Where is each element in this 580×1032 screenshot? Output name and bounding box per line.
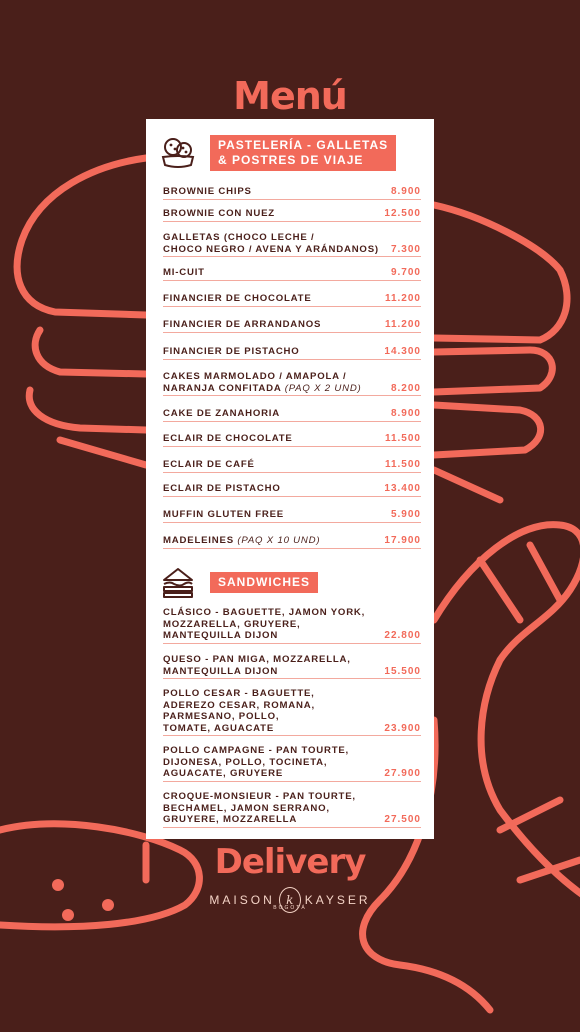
- item-price: 22.800: [384, 630, 421, 641]
- item-name: BROWNIE CON NUEZ: [163, 208, 275, 219]
- menu-item: [163, 371, 421, 396]
- section-label: PASTELERÍA - GALLETAS & POSTRES DE VIAJE: [210, 135, 396, 171]
- item-price: 13.400: [384, 483, 421, 494]
- delivery-heading: Delivery: [214, 842, 366, 882]
- item-name: CROQUE-MONSIEUR - PAN TOURTE, BECHAMEL, JAMON SERRANO, GRUYERE, MOZZARELLA: [163, 791, 356, 825]
- section-label: SANDWICHES: [210, 572, 318, 593]
- menu-item: [163, 654, 421, 679]
- item-price: 8.900: [390, 186, 421, 197]
- section-header-sandwiches: [160, 564, 318, 600]
- menu-item: [163, 509, 421, 523]
- item-name: CAKES MARMOLADO / AMAPOLA / NARANJA CONFITADA (PAQ X 2 UND): [163, 371, 362, 394]
- item-price: 27.900: [384, 768, 421, 779]
- menu-item: [163, 293, 421, 307]
- item-price: 15.500: [384, 665, 421, 677]
- item-price: 23.900: [384, 722, 421, 734]
- item-name: POLLO CESAR - BAGUETTE, ADEREZO CESAR, ROMANA, PARMESANO, POLLO, TOMATE, AGUACATE: [163, 688, 315, 734]
- item-name: ECLAIR DE PISTACHO: [163, 483, 281, 494]
- item-note: (PAQ X 10 UND): [237, 535, 321, 546]
- brand-mark: k: [279, 887, 301, 913]
- item-price: 11.500: [384, 459, 421, 470]
- item-note: (PAQ X 2 UND): [284, 382, 362, 394]
- brand-name-right: KAYSER: [304, 893, 371, 907]
- menu-item: [163, 688, 421, 736]
- sandwich-icon: [160, 564, 196, 600]
- brand-name-left: MAISON: [209, 893, 275, 907]
- menu-item: [163, 232, 421, 257]
- item-price: 7.300: [390, 243, 421, 255]
- menu-card: [146, 119, 434, 839]
- brand-city: BOGOTÁ: [273, 905, 307, 911]
- menu-item: [163, 745, 421, 782]
- menu-item: [163, 791, 421, 828]
- menu-item: [163, 408, 421, 422]
- menu-item: [163, 319, 421, 333]
- item-name: FINANCIER DE ARRANDANOS: [163, 319, 322, 330]
- item-price: 12.500: [384, 208, 421, 219]
- menu-item: [163, 208, 421, 222]
- section-header-pasteleria: [160, 135, 396, 171]
- item-name: MADELEINES (PAQ X 10 UND): [163, 535, 321, 546]
- item-price: 9.700: [390, 267, 421, 278]
- menu-item: [163, 535, 421, 549]
- menu-item: [163, 459, 421, 473]
- item-name: CLÁSICO - BAGUETTE, JAMON YORK, MOZZARELLA, GRUYERE, MANTEQUILLA DIJON: [163, 607, 366, 641]
- item-price: 14.300: [384, 346, 421, 357]
- item-price: 8.200: [390, 382, 421, 394]
- item-name: POLLO CAMPAGNE - PAN TOURTE, DIJONESA, POLLO, TOCINETA, AGUACATE, GRUYERE: [163, 745, 350, 779]
- item-name: GALLETAS (CHOCO LECHE / CHOCO NEGRO / AVENA Y ARÁNDANOS): [163, 232, 379, 255]
- item-name: FINANCIER DE CHOCOLATE: [163, 293, 312, 304]
- item-price: 27.500: [384, 814, 421, 825]
- item-name: FINANCIER DE PISTACHO: [163, 346, 300, 357]
- menu-item: [163, 267, 421, 281]
- item-price: 8.900: [390, 408, 421, 419]
- item-name: ECLAIR DE CHOCOLATE: [163, 433, 293, 444]
- item-name: QUESO - PAN MIGA, MOZZARELLA, MANTEQUILLA DIJON: [163, 654, 351, 677]
- menu-item: [163, 607, 421, 644]
- item-name: MI-CUIT: [163, 267, 205, 278]
- menu-item: [163, 186, 421, 200]
- menu-title: Menú: [233, 74, 347, 118]
- item-price: 5.900: [390, 509, 421, 520]
- cookie-jar-icon: [160, 135, 196, 171]
- item-price: 17.900: [384, 535, 421, 546]
- item-name: CAKE DE ZANAHORIA: [163, 408, 280, 419]
- item-price: 11.500: [384, 433, 421, 444]
- item-name: MUFFIN GLUTEN FREE: [163, 509, 284, 520]
- item-price: 11.200: [384, 293, 421, 304]
- menu-item: [163, 483, 421, 497]
- menu-item: [163, 346, 421, 360]
- menu-item: [163, 433, 421, 447]
- item-price: 11.200: [384, 319, 421, 330]
- item-name: ECLAIR DE CAFÉ: [163, 459, 255, 470]
- item-name: BROWNIE CHIPS: [163, 186, 252, 197]
